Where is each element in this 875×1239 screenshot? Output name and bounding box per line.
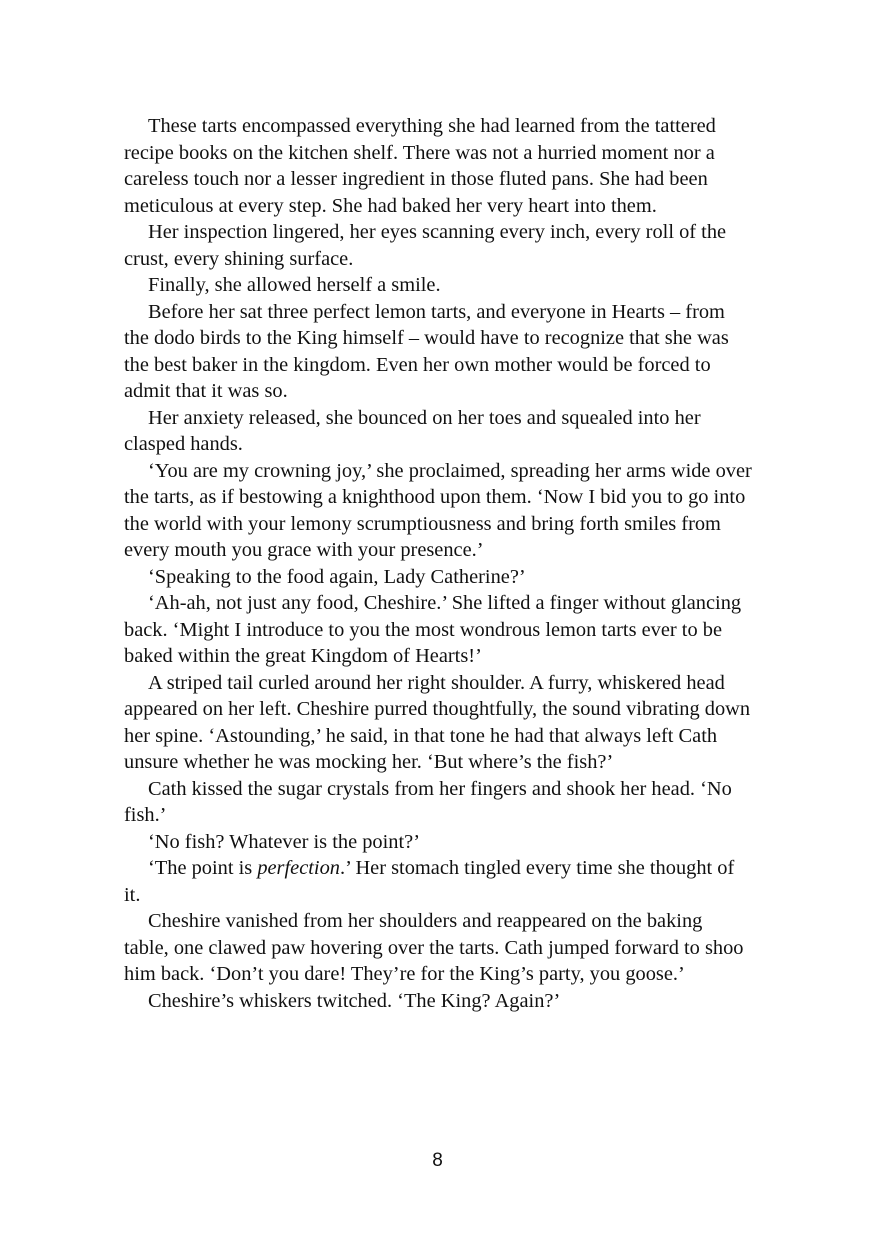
paragraph-not-any-food: ‘Ah-ah, not just any food, Cheshire.’ She lifted a finger without glancing back. ‘Might I introduce to you the most wondrous lemon tarts ever to be baked within the great Kingdom of Hearts!’: [124, 592, 742, 667]
page-number: 8: [432, 1150, 443, 1171]
paragraph-inspection: Her inspection lingered, her eyes scanning every inch, every roll of the crust, every shining surface.: [124, 221, 727, 270]
paragraph-smile: Finally, she allowed herself a smile.: [148, 274, 441, 296]
paragraph-crowning-joy: ‘You are my crowning joy,’ she proclaimed, spreading her arms wide over the tarts, as if bestowing a knighthood upon them. ‘Now I bid you to go into the world with your lemony scrumptiousness and bring forth smiles from every mouth you grace with your presence.’: [124, 459, 752, 561]
paragraph-anxiety: Her anxiety released, she bounced on her toes and squealed into her clasped hands.: [124, 406, 701, 455]
body-text: [124, 113, 752, 1014]
paragraph-whatever-point: ‘No fish? Whatever is the point?’: [148, 830, 420, 853]
perfection-emphasis: perfection: [257, 857, 340, 879]
paragraph-striped-tail: A striped tail curled around her right shoulder. A furry, whiskered head appeared on her left. Cheshire purred thoughtfully, the sound vibrating down her spine. ‘Astounding,’ he said, in that tone he had that always left Cath unsure whether he was mocking her. ‘But where’s the fish?’: [124, 671, 751, 773]
paragraph-whiskers-twitched: Cheshire’s whiskers twitched. ‘The King? Again?’: [148, 989, 561, 1012]
paragraph-cheshire-vanished: Cheshire vanished from her shoulders and reappeared on the baking table, one clawed paw hovering over the tarts. Cath jumped forward to shoo him back. ‘Don’t you dare! They’re for the King’s party, you goose.’: [124, 910, 744, 985]
paragraph-no-fish: Cath kissed the sugar crystals from her fingers and shook her head. ‘No fish.’: [124, 777, 732, 826]
paragraph-tarts: These tarts encompassed everything she had learned from the tattered recipe books on the kitchen shelf. There was not a hurried moment nor a careless touch nor a lesser ingredient in those fluted pans. She had been meticulous at every step. She had baked her very heart into them.: [124, 115, 716, 217]
paragraph-speaking-to-food: ‘Speaking to the food again, Lady Catherine?’: [148, 565, 526, 588]
perfection-after: .’ Her stomach tingled every time she thought of it.: [124, 857, 735, 906]
paragraph-perfection: [124, 855, 752, 908]
perfection-before: ‘The point is: [148, 857, 258, 879]
paragraph-lemon-tarts: Before her sat three perfect lemon tarts, and everyone in Hearts – from the dodo birds to the King himself – would have to recognize that she was the best baker in the kingdom. Even her own mother would be forced to admit that it was so.: [124, 300, 729, 402]
